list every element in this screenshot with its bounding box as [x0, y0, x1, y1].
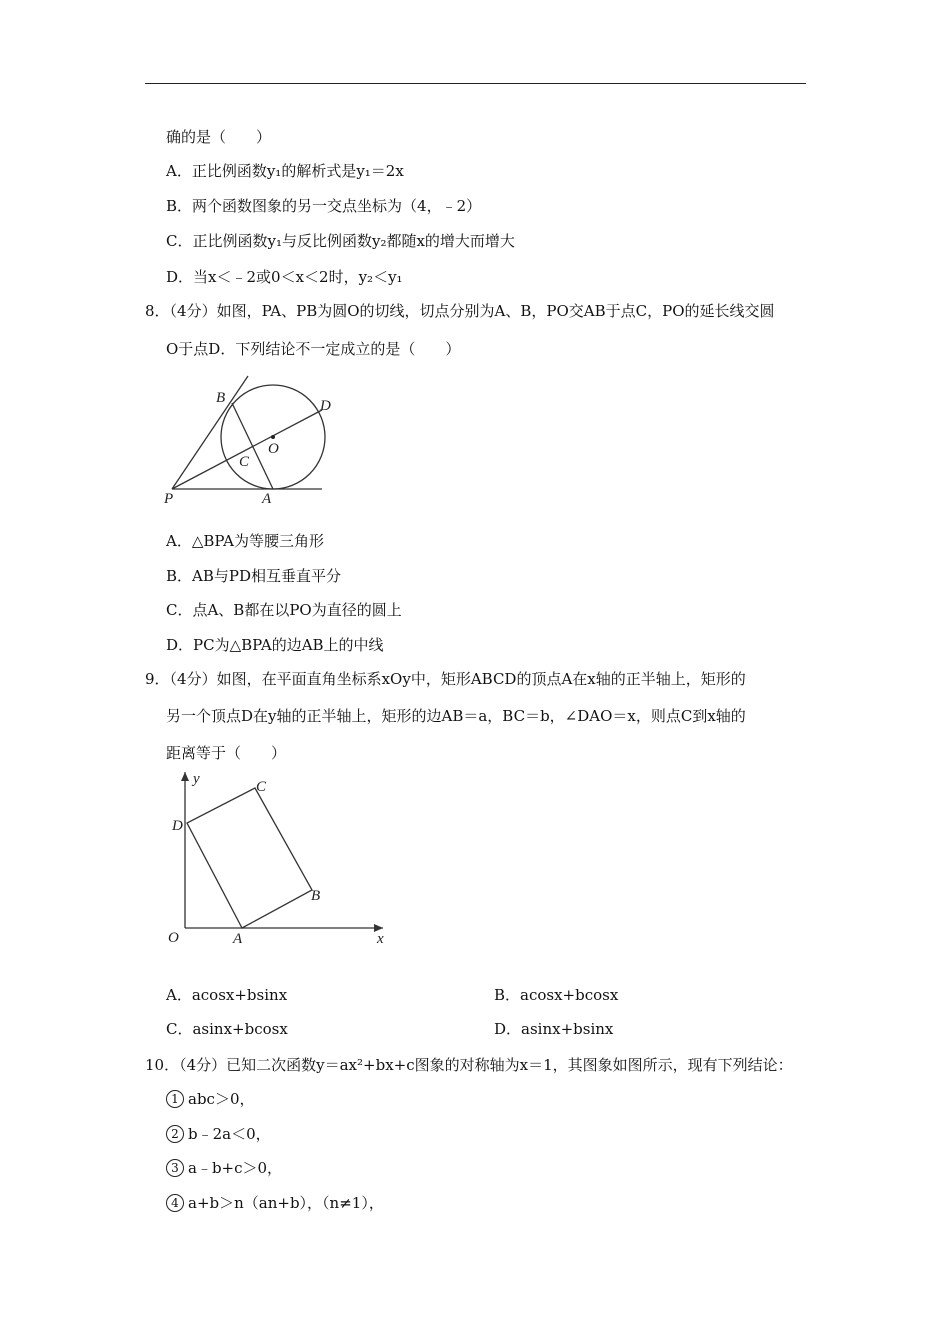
q7-option-d: D．当x＜﹣2或0＜x＜2时，y₂＜y₁	[166, 268, 403, 286]
q9-rectangle	[187, 788, 312, 928]
q8-stem-line1: 8．（4分）如图，PA、PB为圆O的切线，切点分别为A、B，PO交AB于点C，PO的延长线交圆	[145, 302, 775, 320]
q10-item-4-text: a+b＞n（an+b），（n≠1），	[188, 1194, 384, 1212]
q8-label-o: O	[268, 441, 279, 457]
q7-option-a: A．正比例函数y₁的解析式是y₁＝2x	[166, 162, 404, 180]
q9-stem-line3: 距离等于（ ）	[166, 744, 287, 762]
q9-label-c: C	[256, 779, 267, 795]
q9-option-b: B．acosx+bcosx	[494, 986, 619, 1004]
q9-label-y: y	[193, 771, 200, 787]
q7-option-b: B．两个函数图象的另一交点坐标为（4，﹣2）	[166, 197, 482, 215]
q9-label-b: B	[311, 888, 321, 904]
q10-stem: 10．（4分）已知二次函数y＝ax²+bx+c图象的对称轴为x＝1，其图象如图所示，现有下列结论：	[145, 1056, 793, 1074]
q9-y-arrow	[181, 772, 189, 781]
q9-stem-line1: 9．（4分）如图，在平面直角坐标系xOy中，矩形ABCD的顶点A在x轴的正半轴上，矩形的	[145, 670, 746, 688]
q8-label-c: C	[239, 454, 250, 470]
circled-number: 4	[166, 1194, 184, 1212]
q9-option-d: D．asinx+bsinx	[494, 1020, 614, 1038]
q9-label-o: O	[168, 930, 179, 946]
q10-item-2	[166, 1124, 271, 1144]
q10-item-1	[166, 1089, 255, 1109]
circled-number: 2	[166, 1125, 184, 1143]
q8-option-a: A．△BPA为等腰三角形	[166, 532, 324, 550]
q8-option-c: C．点A、B都在以PO为直径的圆上	[166, 601, 402, 619]
q10-item-1-text: abc＞0，	[188, 1090, 255, 1108]
q9-label-a: A	[233, 931, 243, 947]
q10-item-3-text: a﹣b+c＞0，	[188, 1159, 283, 1177]
q10-item-3	[166, 1158, 282, 1178]
circled-number: 3	[166, 1159, 184, 1177]
q7-stem-continuation: 确的是（ ）	[166, 128, 272, 146]
q10-item-2-text: b﹣2a＜0，	[188, 1125, 271, 1143]
q10-item-4	[166, 1193, 384, 1213]
q8-label-b: B	[216, 390, 226, 406]
q8-option-d: D．PC为△BPA的边AB上的中线	[166, 636, 384, 654]
q9-stem-line2: 另一个顶点D在y轴的正半轴上，矩形的边AB＝a，BC＝b，∠DAO＝x，则点C到x轴的	[166, 707, 746, 725]
q9-label-x: x	[377, 931, 384, 947]
circled-number: 1	[166, 1090, 184, 1108]
q8-label-a: A	[262, 491, 272, 507]
q8-option-b: B．AB与PD相互垂直平分	[166, 567, 341, 585]
q9-option-a: A．acosx+bsinx	[166, 986, 288, 1004]
q8-label-p: P	[164, 491, 174, 507]
q9-label-d: D	[172, 818, 183, 834]
q8-label-d: D	[320, 398, 331, 414]
q9-option-c: C．asinx+bcosx	[166, 1020, 288, 1038]
q7-option-c: C．正比例函数y₁与反比例函数y₂都随x的增大而增大	[166, 232, 515, 250]
q8-stem-line2: O于点D．下列结论不一定成立的是（ ）	[166, 340, 461, 358]
